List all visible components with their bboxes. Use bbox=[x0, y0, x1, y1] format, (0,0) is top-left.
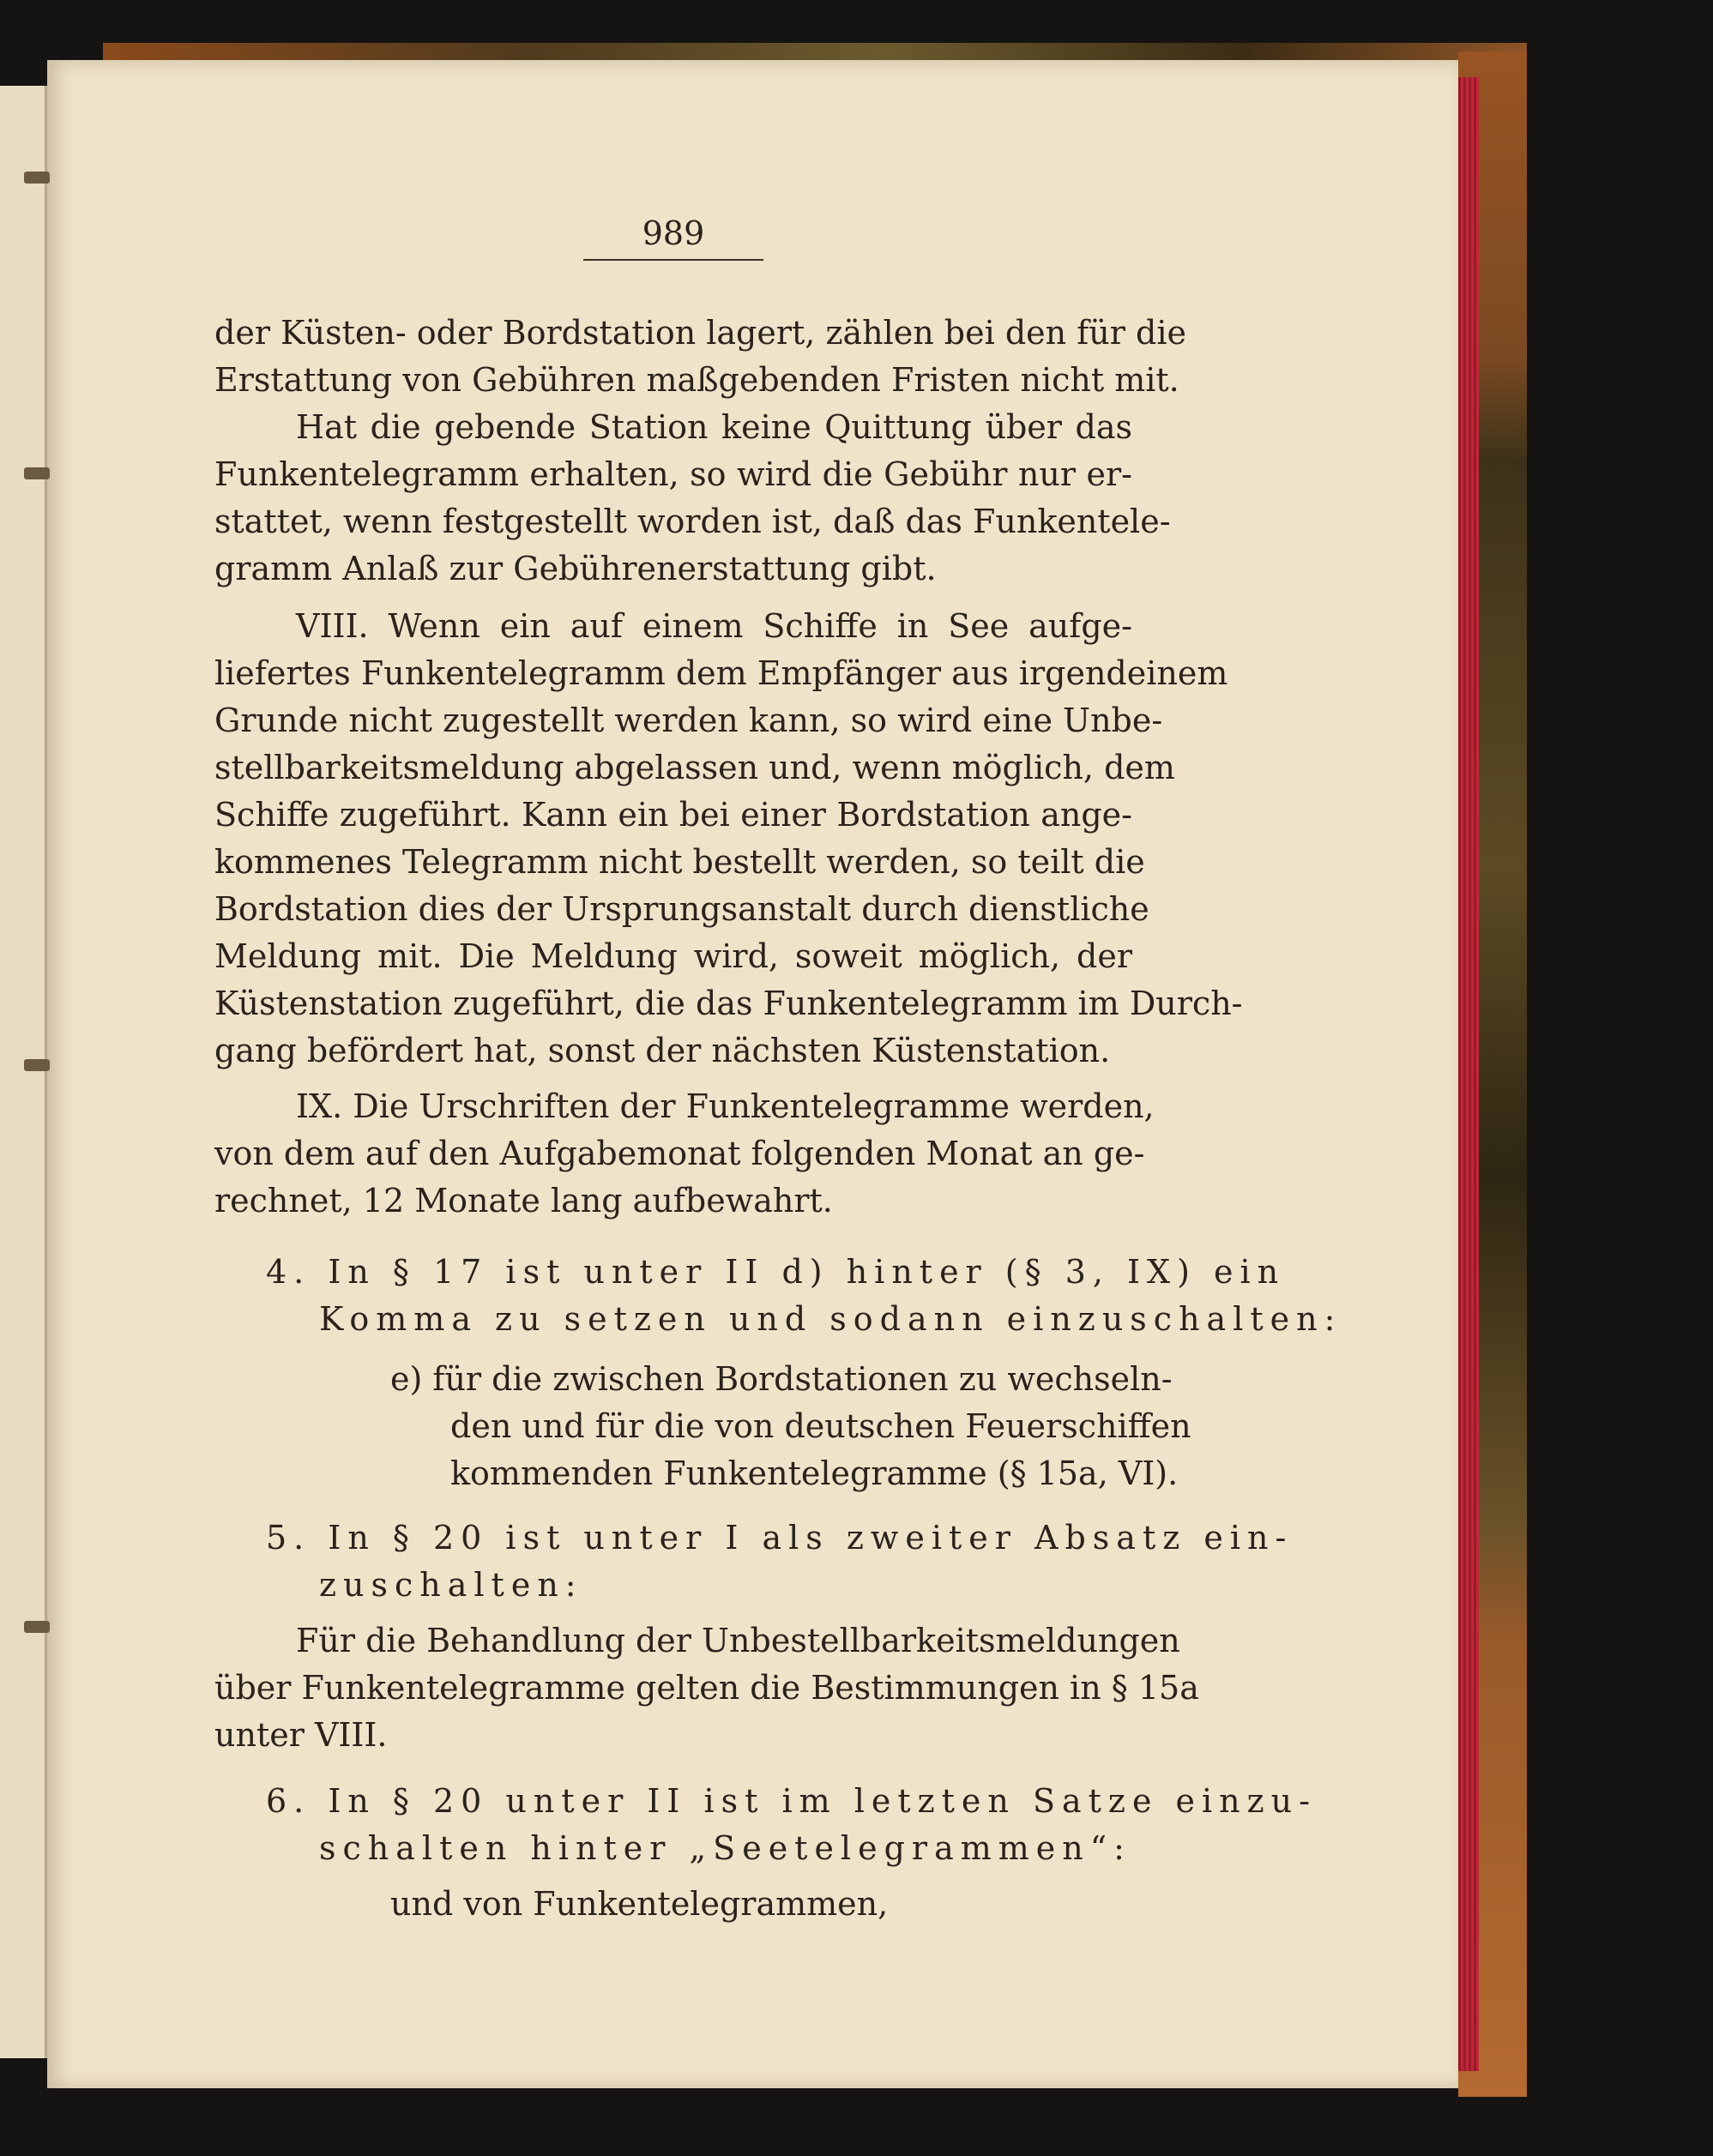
text-line: von dem auf den Aufgabemonat folgenden Monat an ge- bbox=[214, 1135, 1145, 1172]
text-line: Für die Behandlung der Unbestellbarkeitsmeldungen bbox=[296, 1622, 1180, 1659]
text-line: 5. In § 20 ist unter I als zweiter Absatz ein- bbox=[266, 1519, 1294, 1557]
text-line: und von Funkentelegrammen, bbox=[390, 1885, 889, 1923]
text-line: kommenes Telegramm nicht bestellt werden, so teilt die bbox=[214, 843, 1145, 881]
text-line: schalten hinter „Seetelegrammen“: bbox=[319, 1829, 1131, 1867]
text-line: Funkentelegramm erhalten, so wird die Gebühr nur er- bbox=[214, 455, 1132, 493]
text-line: der Küsten- oder Bordstation lagert, zählen bei den für die bbox=[214, 314, 1186, 352]
text-line: IX. Die Urschriften der Funkentelegramme werden, bbox=[296, 1087, 1155, 1125]
text-line: stattet, wenn festgestellt worden ist, daß das Funkentele- bbox=[214, 503, 1171, 540]
text-line: den und für die von deutschen Feuerschiffen bbox=[450, 1407, 1191, 1445]
text-line: Erstattung von Gebühren maßgebenden Fristen nicht mit. bbox=[214, 361, 1179, 399]
text-line: Bordstation dies der Ursprungsanstalt durch dienstliche bbox=[214, 890, 1149, 928]
text-line: gramm Anlaß zur Gebührenerstattung gibt. bbox=[214, 550, 937, 587]
text-line: gang befördert hat, sonst der nächsten Küstenstation. bbox=[214, 1032, 1111, 1069]
text-line: 6. In § 20 unter II ist im letzten Satze einzu- bbox=[266, 1782, 1317, 1820]
text-line: stellbarkeitsmeldung abgelassen und, wenn möglich, dem bbox=[214, 749, 1175, 786]
binding-thread bbox=[24, 1621, 50, 1633]
binding-thread bbox=[24, 172, 50, 184]
text-line: Komma zu setzen und sodann einzuschalten: bbox=[319, 1300, 1342, 1338]
page-number-rule bbox=[583, 259, 763, 261]
page-number: 989 bbox=[642, 214, 705, 252]
text-line: kommenden Funkentelegramme (§ 15a, VI). bbox=[450, 1454, 1179, 1492]
binding-thread bbox=[24, 467, 50, 479]
text-line: Meldung mit. Die Meldung wird, soweit möglich, der bbox=[214, 937, 1132, 975]
text-line: Grunde nicht zugestellt werden kann, so wird eine Unbe- bbox=[214, 702, 1163, 739]
text-line: e) für die zwischen Bordstationen zu wechseln- bbox=[390, 1360, 1173, 1398]
text-line: zuschalten: bbox=[319, 1566, 583, 1604]
text-line: über Funkentelegramme gelten die Bestimmungen in § 15a bbox=[214, 1669, 1199, 1707]
text-line: unter VIII. bbox=[214, 1716, 388, 1754]
text-line: 4. In § 17 ist unter II d) hinter (§ 3, IX) ein bbox=[266, 1253, 1286, 1291]
text-line: rechnet, 12 Monate lang aufbewahrt. bbox=[214, 1182, 833, 1220]
text-line: Küstenstation zugeführt, die das Funkentelegramm im Durch- bbox=[214, 985, 1243, 1022]
text-line: liefertes Funkentelegramm dem Empfänger aus irgendeinem bbox=[214, 654, 1228, 692]
text-line: VIII. Wenn ein auf einem Schiffe in See aufge- bbox=[296, 607, 1132, 645]
text-line: Schiffe zugeführt. Kann ein bei einer Bordstation ange- bbox=[214, 796, 1132, 834]
text-line: Hat die gebende Station keine Quittung über das bbox=[296, 408, 1132, 446]
binding-thread bbox=[24, 1059, 50, 1071]
